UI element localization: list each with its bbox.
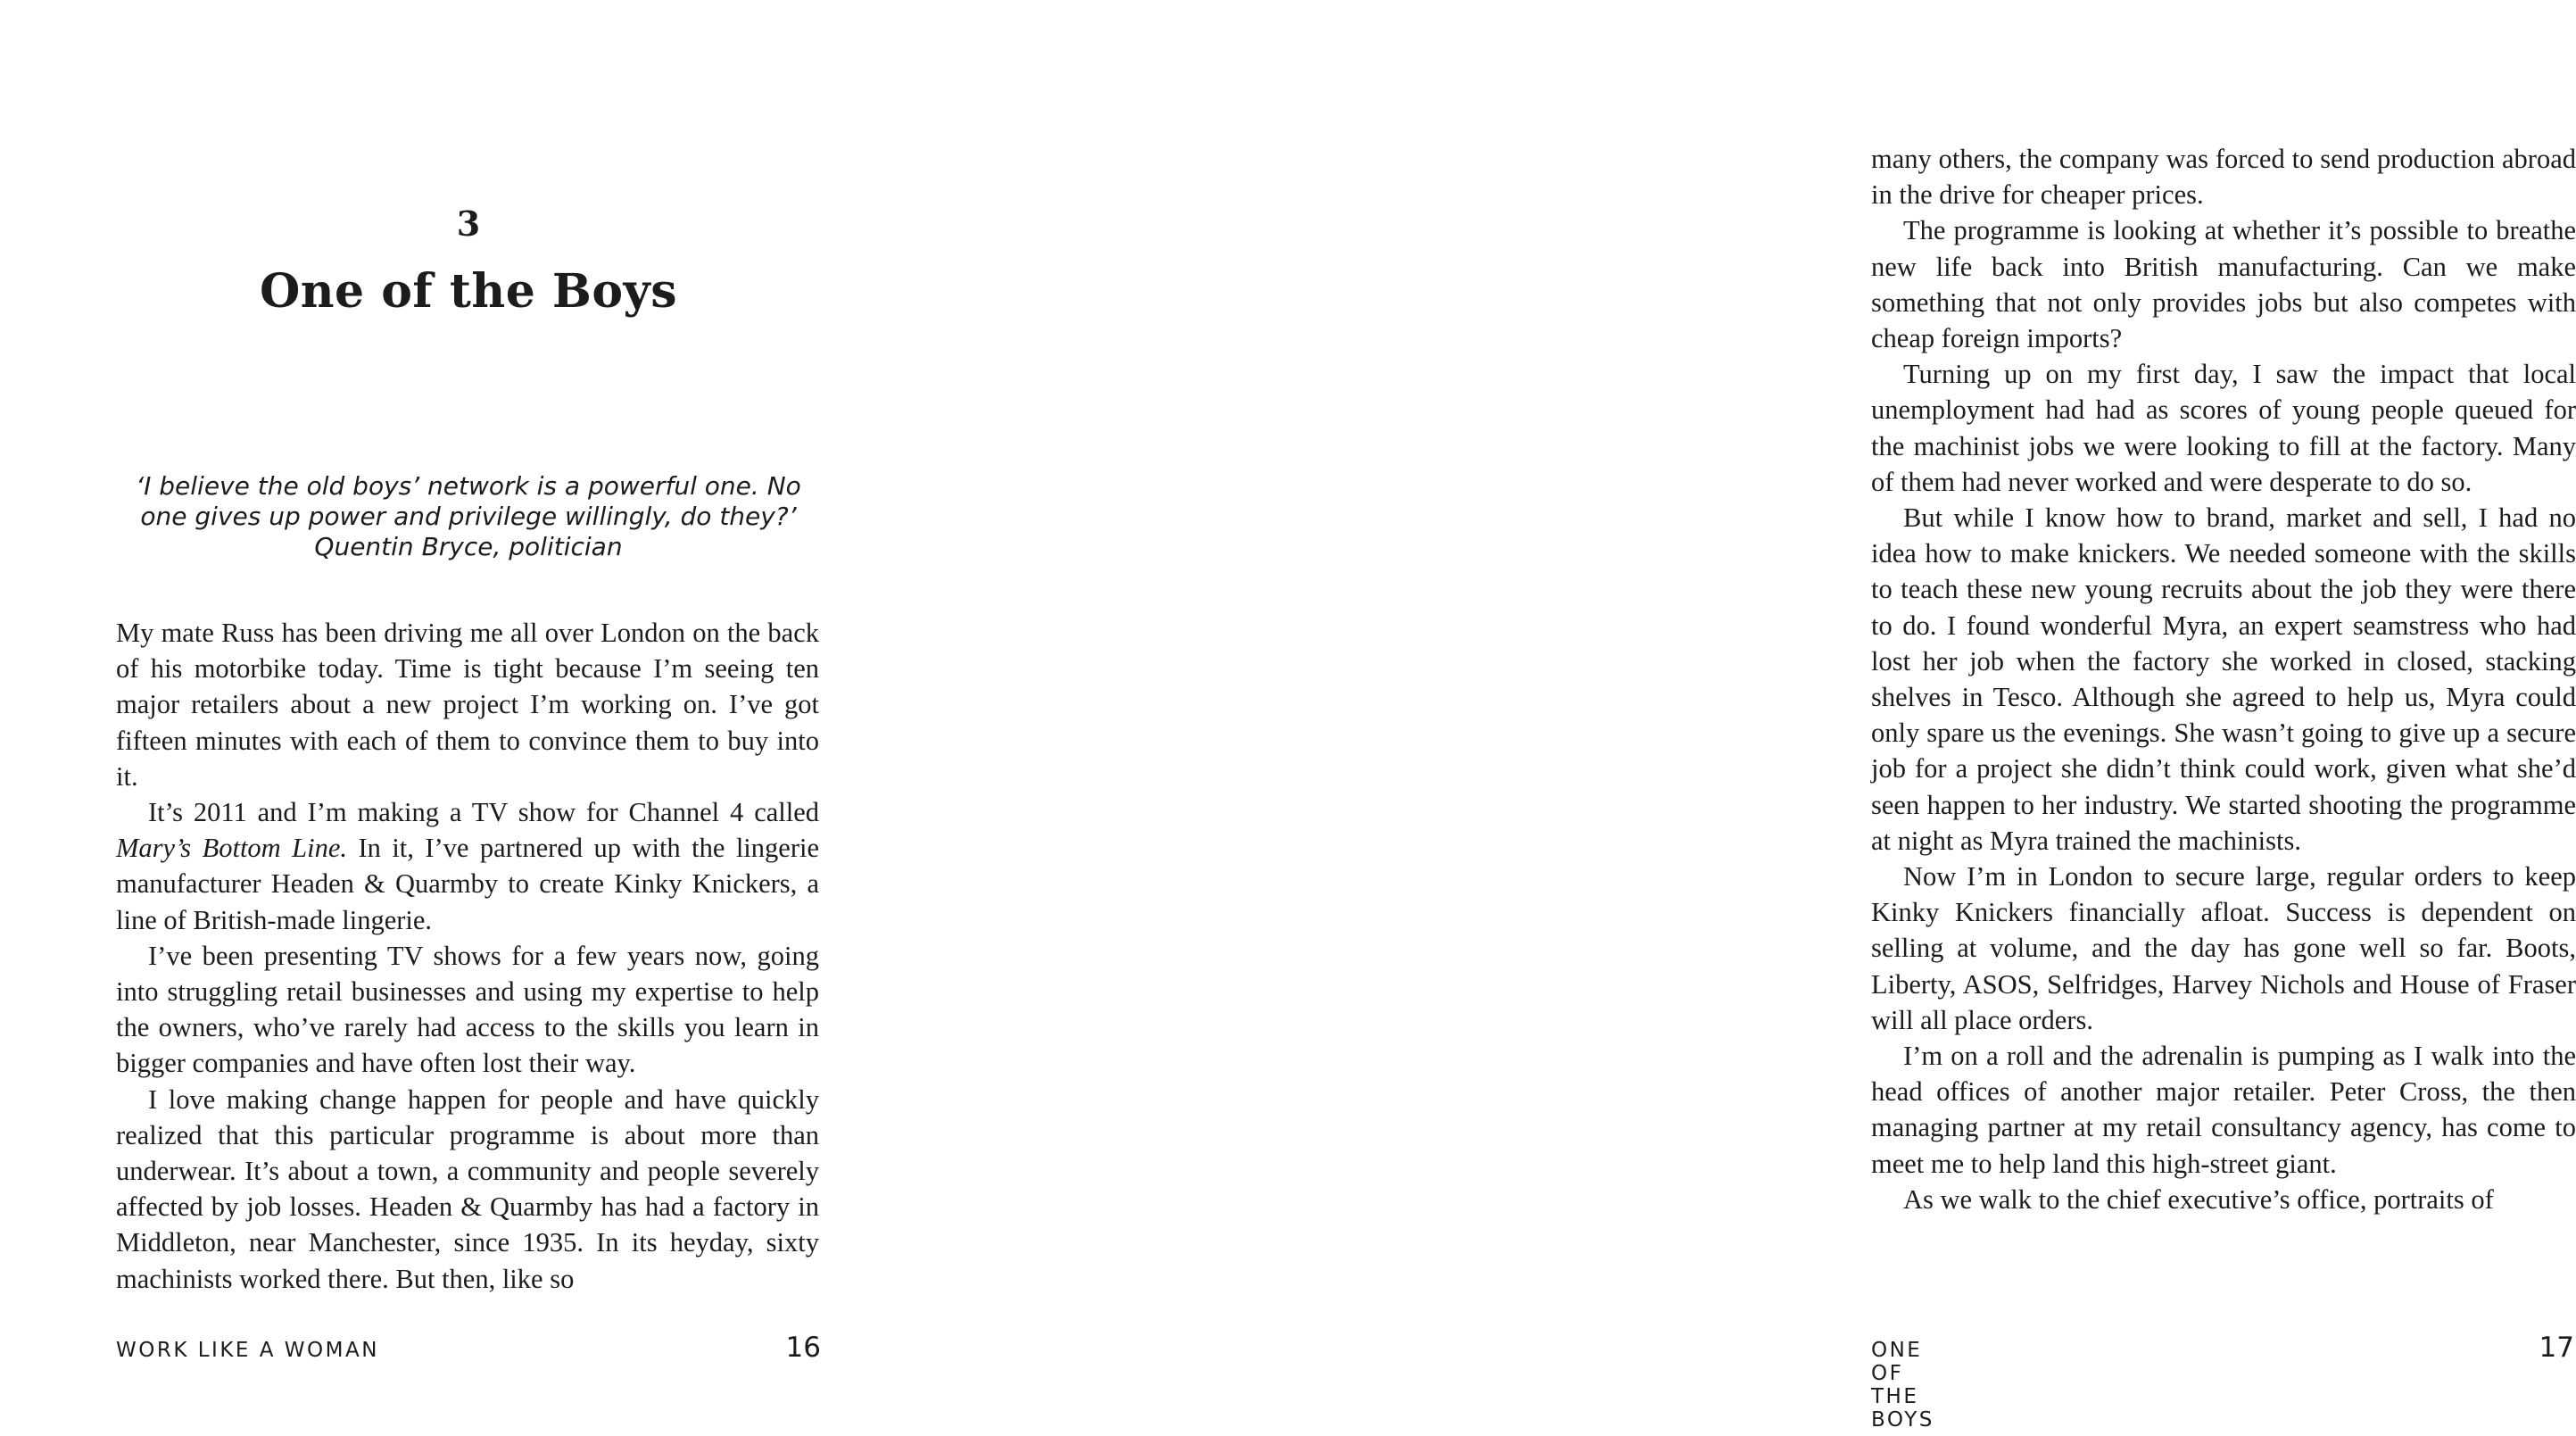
paragraph: [116, 794, 819, 938]
paragraph: Turning up on my first day, I saw the impact that local unemployment had had as scores of young people queued for the machinist jobs we were looking to fill at the factory. Many of them had never worked and were desperate to do so.: [1871, 359, 2576, 497]
paragraph: I’ve been presenting TV shows for a few years now, going into struggling retail businesses and using my expertise to help the owners, who’ve rarely had access to the skills you learn in bigger companies and have often lost their way.: [116, 940, 819, 1079]
show-title: Mary’s Bottom Line.: [116, 833, 348, 864]
running-footer: ONE OF THE BOYS: [1871, 1339, 1934, 1432]
left-page: [0, 0, 892, 1436]
paragraph: But while I know how to brand, market and sell, I had no idea how to make knickers. We needed someone with the skills to teach these new young recruits about the job they were there to do. I found wonderful Myra, an expert seamstress who had lost her job when the factory she worked in closed, stacking shelves in Tesco. Although she agreed to help us, Myra could only spare us the evenings. She wasn’t going to give up a secure job for a project she didn’t think could work, given what she’d seen happen to her industry. We started shooting the programme at night as Myra trained the machinists.: [1871, 502, 2576, 856]
paragraph: As we walk to the chief executive’s office, portraits of: [1903, 1183, 2494, 1215]
paragraph-lead: It’s 2011 and I’m making a TV show for Channel 4 called: [148, 797, 819, 828]
paragraph: I love making change happen for people and have quickly realized that this particular programme is about more than underwear. It’s about a town, a community and people severely affected by job losses. Headen & Quarmby has had a factory in Middleton, near Manchester, since 1935. In its heyday, sixty machinists worked there. But then, like so: [116, 1083, 819, 1294]
paragraph: I’m on a roll and the adrenalin is pumping as I walk into the head offices of another major retailer. Peter Cross, the then managing partner at my retail consultancy agency, has come to meet me to help land this high-street giant.: [1871, 1041, 2576, 1179]
right-page: [892, 0, 2576, 1436]
chapter-number: 3: [456, 203, 481, 244]
paragraph-rest: In it, I’ve partnered up with the lingerie manufacturer Headen & Quarmby to create Kinky Knickers, a line of British-made lingerie.: [116, 833, 819, 935]
epigraph-line: one gives up power and privilege willingly, do they?’: [140, 502, 797, 531]
epigraph-attribution: Quentin Bryce, politician: [314, 532, 623, 561]
page-number: 17: [2539, 1332, 2574, 1364]
paragraph: many others, the company was forced to send production abroad in the drive for cheaper prices.: [1871, 144, 2576, 211]
right-body-text: [1871, 141, 2576, 1217]
epigraph: [116, 471, 821, 562]
left-body-text: [116, 615, 819, 1297]
epigraph-line: ‘I believe the old boys’ network is a powerful one. No: [136, 471, 801, 501]
paragraph: The programme is looking at whether it’s possible to breathe new life back into British manufacturing. Can we make something that not only provides jobs but also competes with cheap foreign imports?: [1871, 215, 2576, 354]
paragraph: Now I’m in London to secure large, regular orders to keep Kinky Knickers financially afloat. Success is dependent on selling at volume, and the day has gone well so far. Boots, Liberty, ASOS, Selfridges, Harvey Nichols and House of Fraser will all place orders.: [1871, 861, 2576, 1035]
running-footer: WORK LIKE A WOMAN: [116, 1339, 379, 1362]
paragraph: My mate Russ has been driving me all over London on the back of his motorbike today. Time is tight because I’m seeing ten major retailers about a new project I’m working on. I’ve got fifteen minutes with each of them to convince them to buy into it.: [116, 618, 819, 792]
chapter-title: One of the Boys: [259, 264, 678, 319]
page-number: 16: [785, 1332, 821, 1364]
